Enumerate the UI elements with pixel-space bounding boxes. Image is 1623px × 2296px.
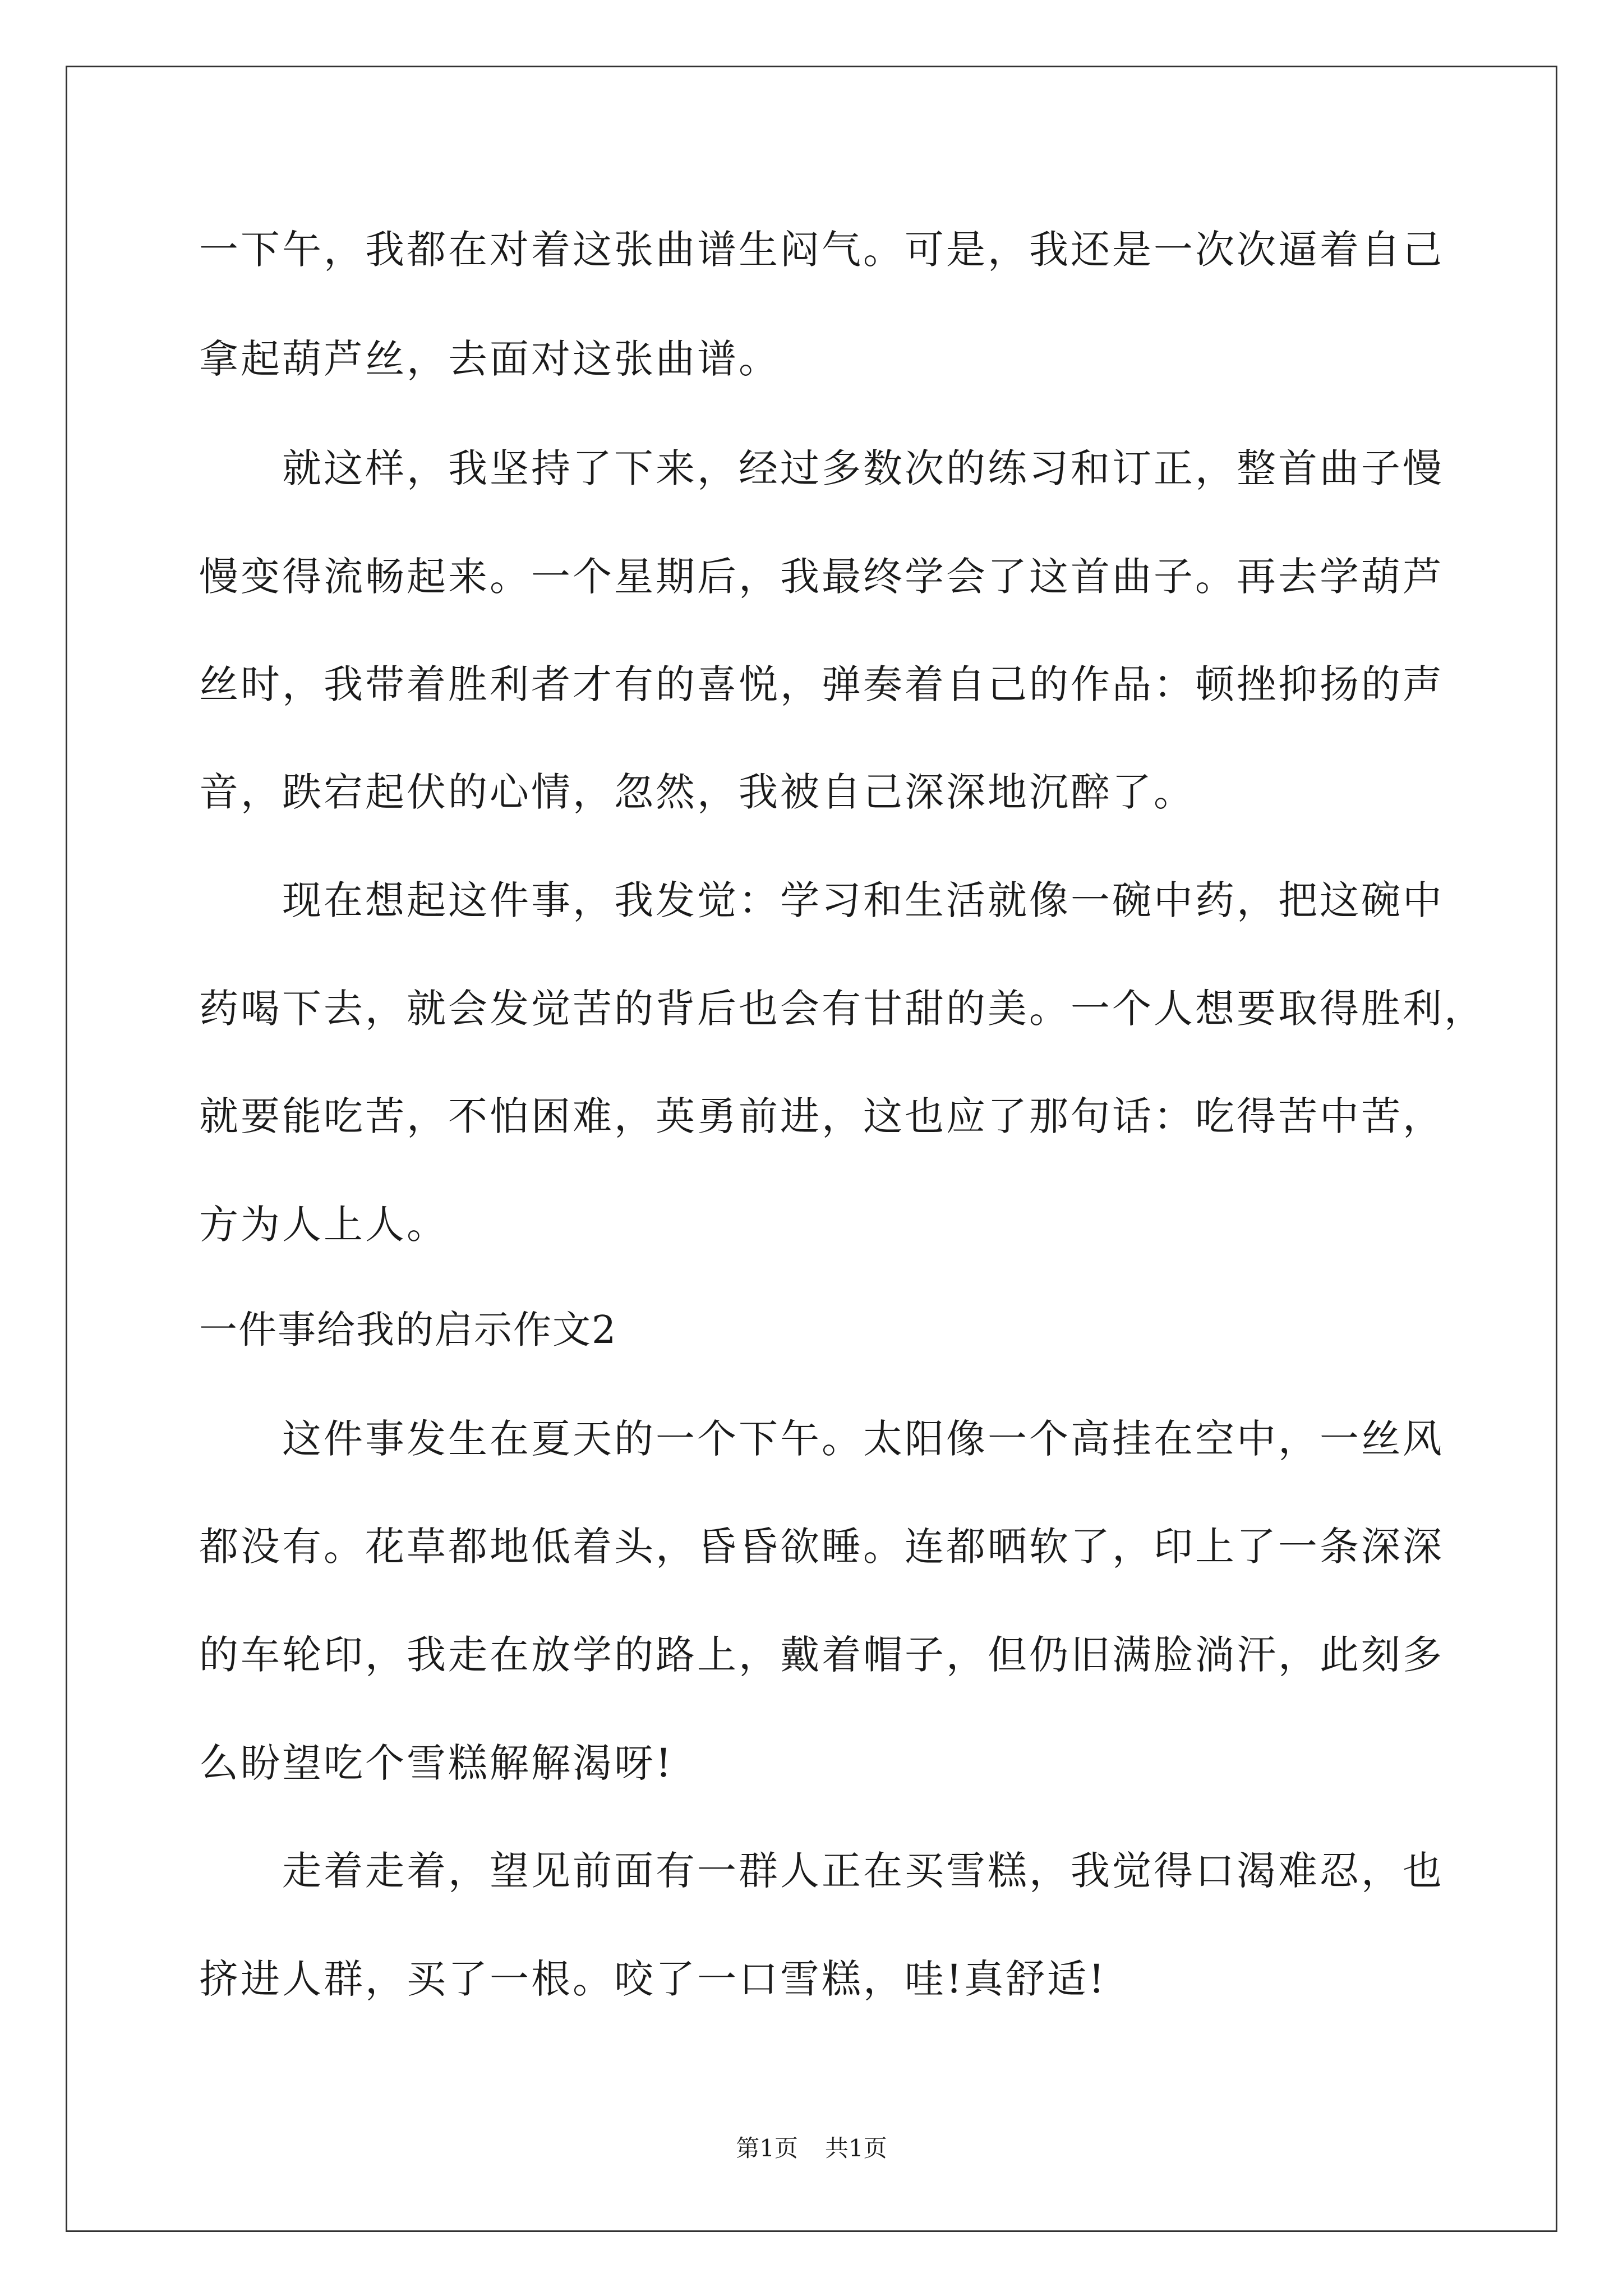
paragraph-line: 拿起葫芦丝，去面对这张曲谱。: [199, 336, 780, 382]
paragraph-line: 慢变得流畅起来。一个星期后，我最终学会了这首曲子。再去学葫芦: [199, 554, 1444, 600]
page-frame: [66, 66, 1557, 2232]
paragraph-line: 方为人上人。: [199, 1202, 448, 1248]
section-heading: 一件事给我的启示作文2: [199, 1308, 617, 1352]
paragraph-line: 音，跌宕起伏的心情，忽然，我被自己深深地沉醉了。: [199, 769, 1195, 815]
paragraph-line: 这件事发生在夏天的一个下午。太阳像一个高挂在空中，一丝风: [282, 1416, 1444, 1462]
paragraph-line: 就要能吃苦，不怕困难，英勇前进，这也应了那句话：吃得苦中苦，: [199, 1093, 1444, 1139]
paragraph-line: 药喝下去，就会发觉苦的背后也会有甘甜的美。一个人想要取得胜利，: [199, 986, 1486, 1032]
page-number-current: 第1页: [736, 2134, 798, 2162]
paragraph-line: 挤进人群，买了一根。咬了一口雪糕，哇!真舒适!: [199, 1956, 1107, 2002]
paragraph-line: 一下午，我都在对着这张曲谱生闷气。可是，我还是一次次逼着自己: [199, 227, 1444, 273]
page-number-total: 共1页: [825, 2134, 887, 2162]
paragraph-line: 就这样，我坚持了下来，经过多数次的练习和订正，整首曲子慢: [282, 445, 1444, 491]
paragraph-line: 都没有。花草都地低着头，昏昏欲睡。连都晒软了，印上了一条深深: [199, 1524, 1444, 1570]
paragraph-line: 现在想起这件事，我发觉：学习和生活就像一碗中药，把这碗中: [282, 877, 1444, 923]
paragraph-line: 丝时，我带着胜利者才有的喜悦，弹奏着自己的作品：顿挫抑扬的声: [199, 661, 1444, 707]
page-footer: [0, 2132, 1623, 2165]
paragraph-line: 么盼望吃个雪糕解解渴呀!: [199, 1740, 674, 1786]
paragraph-line: 走着走着，望见前面有一群人正在买雪糕，我觉得口渴难忍，也: [282, 1848, 1444, 1894]
paragraph-line: 的车轮印，我走在放学的路上，戴着帽子，但仍旧满脸淌汗，此刻多: [199, 1632, 1444, 1678]
